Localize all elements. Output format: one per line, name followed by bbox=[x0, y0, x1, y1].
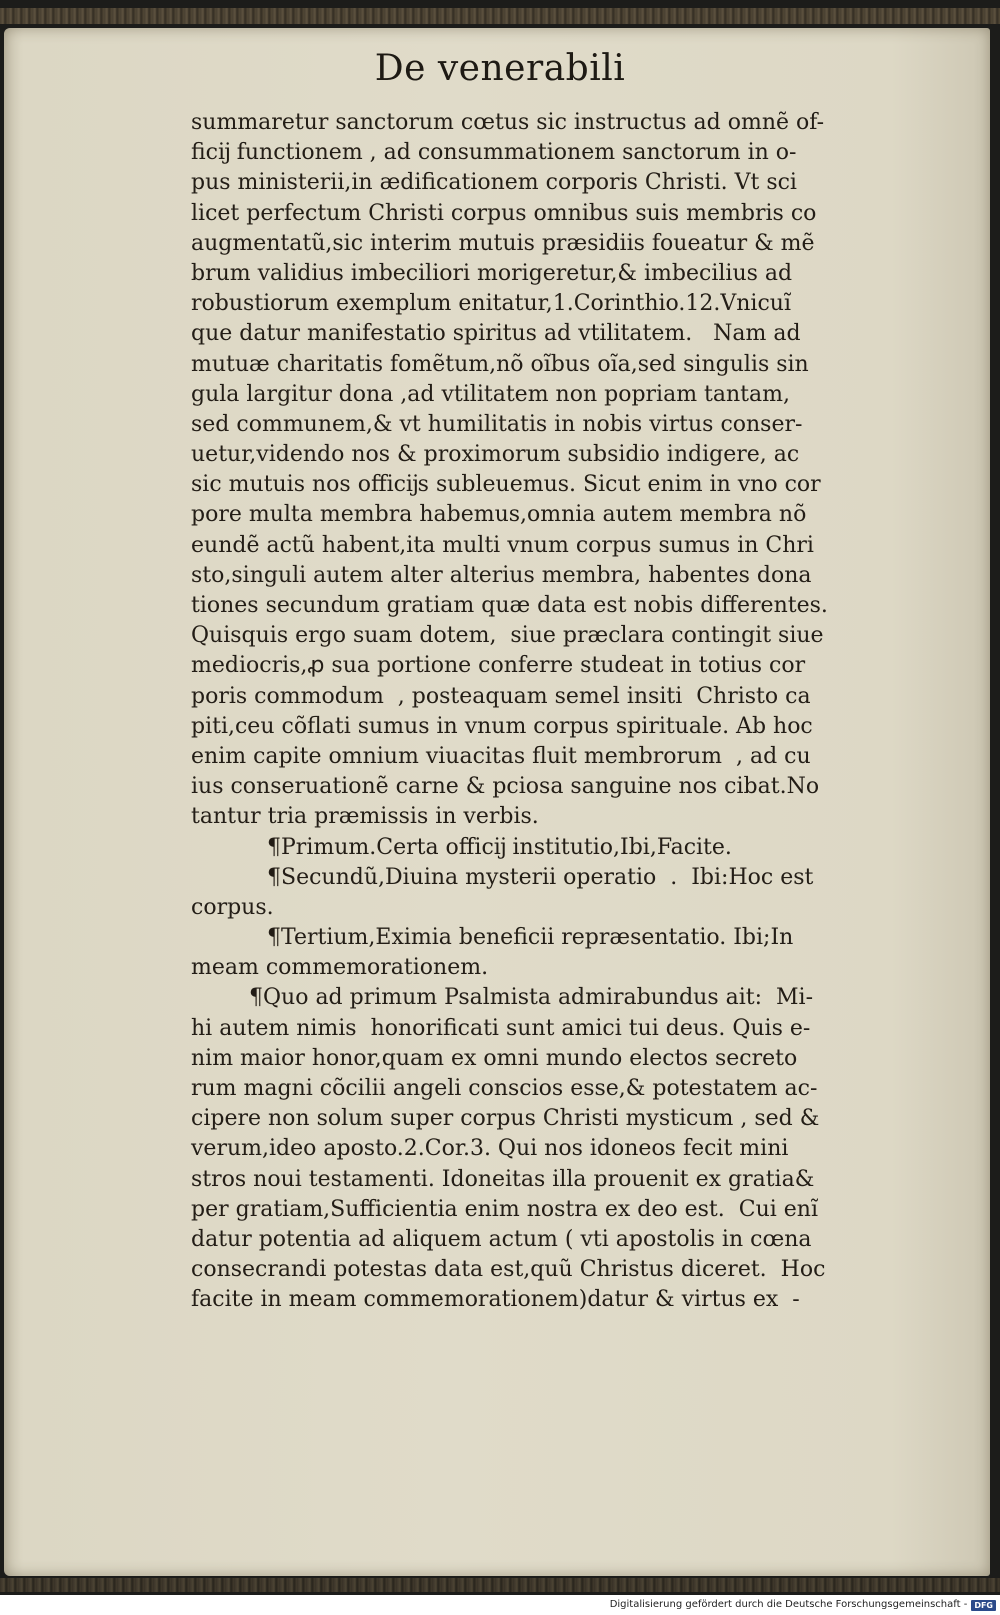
text-line: mutuæ charitatis fomẽtum,nõ oĩbus oĩa,sed singulis sin bbox=[191, 351, 809, 377]
text-line: facite in meam commemorationem)datur & virtus ex - bbox=[191, 1287, 800, 1313]
text-line: tantur tria præmissis in verbis. bbox=[191, 804, 539, 830]
text-line: brum validius imbeciliori morigeretur,& imbecilius ad bbox=[191, 260, 793, 286]
text-line: stros noui testamenti. Idoneitas illa prouenit ex gratia& bbox=[191, 1166, 815, 1192]
running-head: De venerabili bbox=[374, 48, 626, 89]
text-line: piti,ceu cõflati sumus in vnum corpus spirituale. Ab hoc bbox=[191, 713, 813, 739]
text-line: que datur manifestatio spiritus ad vtilitatem. Nam ad bbox=[191, 321, 801, 347]
enumerated-point: ¶Secundũ,Diuina mysterii operatio . Ibi:Hoc est bbox=[267, 864, 814, 890]
page-edges-top bbox=[0, 8, 1000, 24]
digitization-credit bbox=[610, 1597, 996, 1613]
text-line: consecrandi potestas data est,quũ Christus diceret. Hoc bbox=[191, 1257, 826, 1283]
text-line: datur potentia ad aliquem actum ( vti apostolis in cœna bbox=[191, 1226, 812, 1252]
credit-text: Digitalisierung gefördert durch die Deutsche Forschungsgemeinschaft - bbox=[609, 1599, 968, 1610]
body-text bbox=[191, 108, 911, 1316]
text-line: nim maior honor,quam ex omni mundo electos secreto bbox=[191, 1045, 798, 1071]
enumerated-point-continuation: meam commemorationem. bbox=[191, 955, 489, 981]
text-line: eundẽ actũ habent,ita multi vnum corpus sumus in Chri bbox=[191, 532, 814, 558]
text-line: sed communem,& vt humilitatis in nobis virtus conser- bbox=[191, 411, 803, 437]
enumerated-point: ¶Primum.Certa officĳ institutio,Ibi,Facite. bbox=[267, 834, 732, 860]
text-line: ius conseruationẽ carne & pciosa sanguine nos cibat.No bbox=[191, 774, 820, 800]
text-line: per gratiam,Sufficientia enim nostra ex deo est. Cui enĩ bbox=[191, 1196, 819, 1222]
enumerated-point-continuation: corpus. bbox=[191, 894, 274, 920]
text-line: tiones secundum gratiam quæ data est nobis differentes. bbox=[191, 593, 828, 618]
text-line: pore multa membra habemus,omnia autem membra nõ bbox=[191, 502, 807, 528]
text-line: pus ministerii,in ædificationem corporis Christi. Vt sci bbox=[191, 170, 797, 196]
text-line: robustiorum exemplum enitatur,1.Corinthio.12.Vnicuĩ bbox=[191, 291, 791, 317]
text-line: licet perfectum Christi corpus omnibus suis membris co bbox=[191, 200, 817, 226]
text-line: cipere non solum super corpus Christi mysticum , sed & bbox=[191, 1106, 820, 1132]
text-line: Quisquis ergo suam dotem, siue præclara contingit siue bbox=[191, 623, 824, 649]
text-line: verum,ideo aposto.2.Cor.3. Qui nos idoneos fecit mini bbox=[191, 1136, 789, 1162]
text-line: sic mutuis nos officĳs subleuemus. Sicut enim in vno cor bbox=[191, 472, 821, 498]
text-line: hi autem nimis honorificati sunt amici tui deus. Quis e- bbox=[191, 1015, 811, 1041]
text-line: uetur,videndo nos & proximorum subsidio indigere, ac bbox=[191, 442, 800, 468]
page-edges-bottom bbox=[0, 1578, 1000, 1592]
text-line: enim capite omnium viuacitas fluit membrorum , ad cu bbox=[191, 743, 811, 769]
text-line: augmentatũ,sic interim mutuis præsidiis foueatur & mẽ bbox=[191, 230, 815, 256]
text-line: gula largitur dona ,ad vtilitatem non popriam tantam, bbox=[191, 381, 790, 407]
paragraph-opening-line: ¶Quo ad primum Psalmista admirabundus ait: Mi- bbox=[249, 985, 814, 1011]
text-line: rum magni cõcilii angeli conscios esse,& potestatem ac- bbox=[191, 1076, 818, 1101]
text-line: sto,singuli autem alter alterius membra, habentes dona bbox=[191, 562, 812, 588]
text-line: summaretur sanctorum cœtus sic instructus ad omnẽ of- bbox=[191, 110, 825, 135]
enumerated-point: ¶Tertium,Eximia beneficii repræsentatio. Ibi;In bbox=[267, 925, 794, 951]
text-line: ficĳ functionem , ad consummationem sanctorum in o- bbox=[191, 140, 797, 166]
text-line: poris commodum , posteaquam semel insiti Christo ca bbox=[191, 683, 811, 709]
dfg-logo: DFG bbox=[971, 1600, 996, 1611]
text-line: mediocris,ꝓ sua portione conferre studeat in totius cor bbox=[191, 653, 806, 679]
